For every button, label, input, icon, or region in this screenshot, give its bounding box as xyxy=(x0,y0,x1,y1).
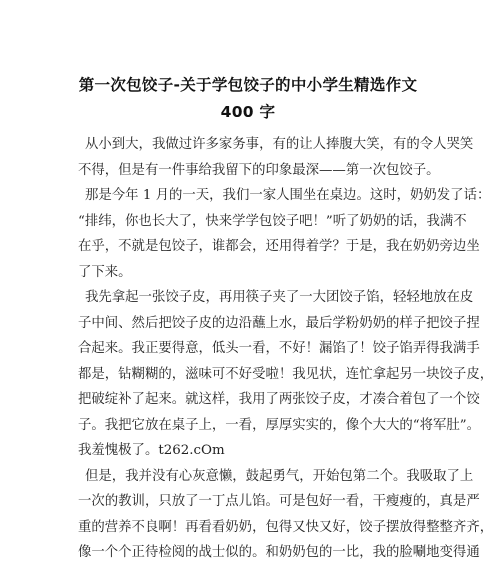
document-title-line-2: 400 字 xyxy=(220,103,276,121)
paragraph-line: 从小到大，我做过许多家务事，有的让人捧腹大笑，有的令人哭笑 xyxy=(85,137,474,152)
paragraph-line: 我先拿起一张饺子皮，再用筷子夹了一大团饺子馅，轻轻地放在皮 xyxy=(85,290,474,305)
paragraph-line: 但是，我并没有心灰意懒，鼓起勇气，开始包第二个。我吸取了上 xyxy=(85,468,474,484)
paragraph-line: 在乎，不就是包饺子，谁都会，还用得着学？于是，我在奶奶旁边坐 xyxy=(78,239,480,254)
paragraph-line: 不得，但是有一件事给我留下的印象最深——第一次包饺子。 xyxy=(78,162,440,178)
paragraph-line: 一次的教训，只放了一丁点儿馅。可是包好一看，干瘦瘦的，真是严 xyxy=(78,494,480,509)
paragraph-line: 合起来。我正要得意，低头一看，不好！漏馅了！饺子馅弄得我满手 xyxy=(78,341,480,356)
paragraph-line: 都是，钻糊糊的，滋味可不好受啦！我见状，连忙拿起另一块饺子皮， xyxy=(78,366,494,382)
paragraph-line: 子。我把它放在桌子上，一看，厚厚实实的，像个大大的“将军肚”。 xyxy=(78,417,481,433)
paragraph-line: 我羞愧极了。t262.cOm xyxy=(78,443,225,458)
paragraph-line: 像一个个正待检阅的战士似的。和奶奶包的一比，我的脸唰地变得通 xyxy=(78,545,480,560)
paragraph-line: 重的营养不良啊！再看看奶奶，包得又快又好，饺子摆放得整整齐齐， xyxy=(78,519,494,535)
paragraph xyxy=(78,132,474,183)
paragraph xyxy=(78,285,494,464)
paragraph xyxy=(78,464,494,561)
paragraph-line: 那是今年 1 月的一天，我们一家人围坐在桌边。这时，奶奶发了话： xyxy=(85,188,491,203)
paragraph-line: 把破绽补了起来。就这样，我用了两张饺子皮，才凑合着包了一个饺 xyxy=(78,392,480,407)
document-title-line-1: 第一次包饺子-关于学包饺子的中小学生精选作文 xyxy=(78,76,418,94)
paragraph-line: 了下来。 xyxy=(78,264,132,280)
paragraph xyxy=(78,183,491,285)
document-body xyxy=(78,132,494,561)
paragraph-line: “排纬，你也长大了，快来学学包饺子吧！”听了奶奶的话，我满不 xyxy=(78,213,467,229)
paragraph-line: 子中间、然后把饺子皮的边沿蘸上水，最后学粉奶奶的样子把饺子捏 xyxy=(78,315,480,331)
